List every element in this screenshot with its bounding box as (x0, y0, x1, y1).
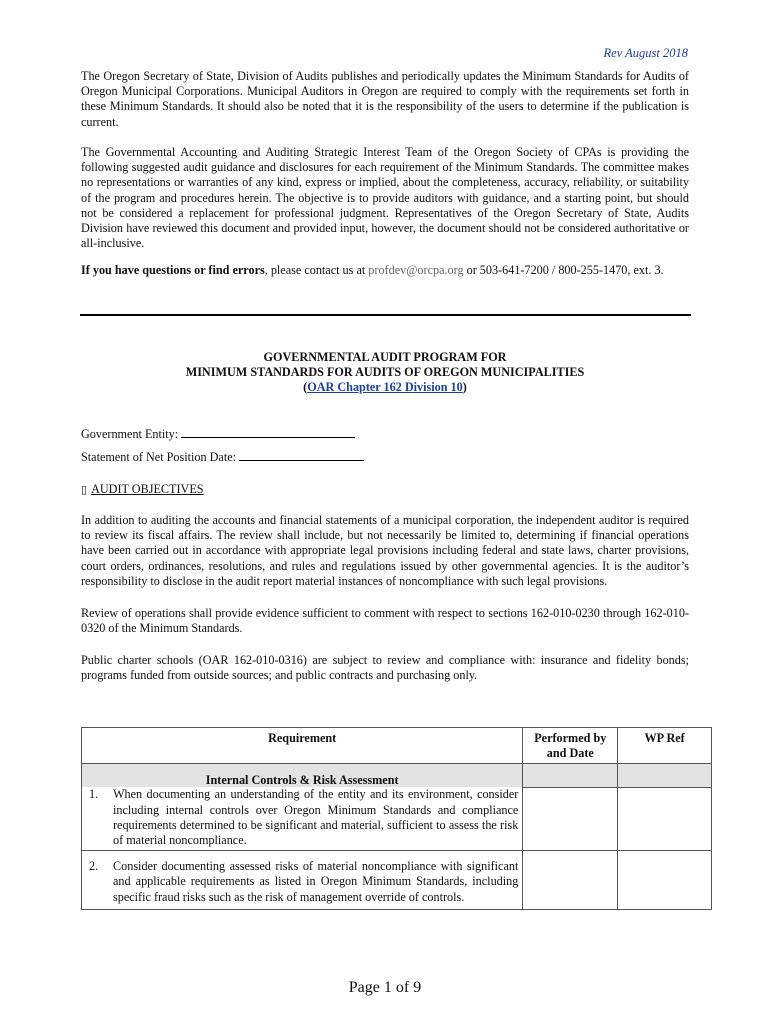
item-text: When documenting an understanding of the entity and its environment, consider including internal controls over Oregon Minimum Standards and compliance requirements determined to be significant and material, sufficient to assess the risk of material noncompliance. (113, 787, 519, 848)
performed-by-cell[interactable] (523, 764, 618, 851)
requirements-table (81, 727, 712, 910)
government-entity-blank[interactable] (181, 425, 355, 438)
requirement-cell (82, 851, 523, 910)
table-header-row (82, 728, 712, 764)
header-performed-by: Performed by and Date (523, 728, 618, 764)
revision-date: Rev August 2018 (603, 46, 688, 60)
title-line-3 (81, 380, 689, 395)
divider-rule (80, 314, 691, 316)
wp-ref-cell[interactable] (618, 764, 712, 851)
performed-by-cell[interactable] (523, 851, 618, 910)
net-position-date-label: Statement of Net Position Date: (81, 450, 237, 464)
contact-tail: or 503-641-7200 / 800-255-1470, ext. 3. (463, 263, 664, 277)
requirement-cell (82, 764, 523, 851)
intro-paragraph-1: The Oregon Secretary of State, Division of Audits publishes and periodically updates the Minimum Standards for Audits of Oregon Municipal Corporations. Municipal Auditors in Oregon are required to comply with the requirements set forth in these Minimum Standards. It should also be noted that it is the responsibility of the users to determine if the publication is current. (81, 69, 689, 129)
title-line-1: GOVERNMENTAL AUDIT PROGRAM FOR (263, 350, 507, 364)
checkbox-icon[interactable]: ▯ (81, 483, 88, 496)
header-requirement: Requirement (82, 728, 523, 764)
section-title: Internal Controls & Risk Assessment (82, 764, 522, 787)
contact-email[interactable]: profdev@orcpa.org (368, 263, 464, 277)
audit-objectives-label: AUDIT OBJECTIVES (91, 482, 204, 496)
contact-mid: , please contact us at (264, 263, 369, 277)
list-item (82, 851, 522, 909)
document-title (81, 350, 689, 396)
objectives-paragraph-3: Public charter schools (OAR 162-010-0316) are subject to review and compliance with: insurance and fidelity bonds; programs funded from outside sources; and public contracts and purchasing only. (81, 653, 689, 683)
net-position-date-field (81, 448, 364, 465)
header-wp-ref: WP Ref (618, 728, 712, 764)
item-number: 1. (89, 787, 99, 802)
contact-line (81, 263, 701, 278)
oar-link[interactable]: OAR Chapter 162 Division 10 (307, 380, 463, 395)
title-line-2: MINIMUM STANDARDS FOR AUDITS OF OREGON MUNICIPALITIES (185, 365, 585, 380)
wp-ref-cell[interactable] (618, 851, 712, 910)
objectives-paragraph-1: In addition to auditing the accounts and financial statements of a municipal corporation, the independent auditor is required to review its fiscal affairs. The review shall include, but not necessarily be limited to, determining if financial operations have been carried out in accordance with appropriate legal provisions including federal and state laws, charter provisions, court orders, ordinances, resolutions, and rules and regulations issued by other governmental agencies. It is the auditor’s responsibility to disclose in the audit report material instances of noncompliance with such legal provisions. (81, 513, 689, 588)
net-position-date-blank[interactable] (239, 448, 364, 461)
objectives-paragraph-2: Review of operations shall provide evidence sufficient to comment with respect to sections 162-010-0230 through 162-010-0320 of the Minimum Standards. (81, 606, 689, 636)
item-text: Consider documenting assessed risks of material noncompliance with significant and applicable requirements as listed in Oregon Minimum Standards, including specific fraud risks such as the risk of management override of controls. (113, 859, 519, 904)
government-entity-label: Government Entity: (81, 427, 179, 441)
audit-objectives-heading (81, 482, 204, 497)
government-entity-field (81, 425, 355, 442)
contact-bold: If you have questions or find errors (81, 263, 265, 277)
item-number: 2. (89, 859, 99, 874)
close-paren: ) (462, 380, 467, 395)
table-row (82, 851, 712, 910)
open-paren: ( (303, 380, 308, 395)
page-number: Page 1 of 9 (348, 979, 422, 996)
table-row (82, 764, 712, 851)
intro-paragraph-2: The Governmental Accounting and Auditing Strategic Interest Team of the Oregon Society of CPAs is providing the following suggested audit guidance and disclosures for each requirement of the Minimum Standards. The committee makes no representations or warranties of any kind, express or implied, about the completeness, accuracy, reliability, or suitability of the program and procedures herein. The objective is to provide auditors with guidance, and a starting point, but should not be considered a replacement for professional judgment. Representatives of the Oregon Secretary of State, Audits Division have reviewed this document and provided input, however, the document should not be considered authoritative or all-inclusive. (81, 145, 689, 251)
list-item (82, 787, 522, 850)
